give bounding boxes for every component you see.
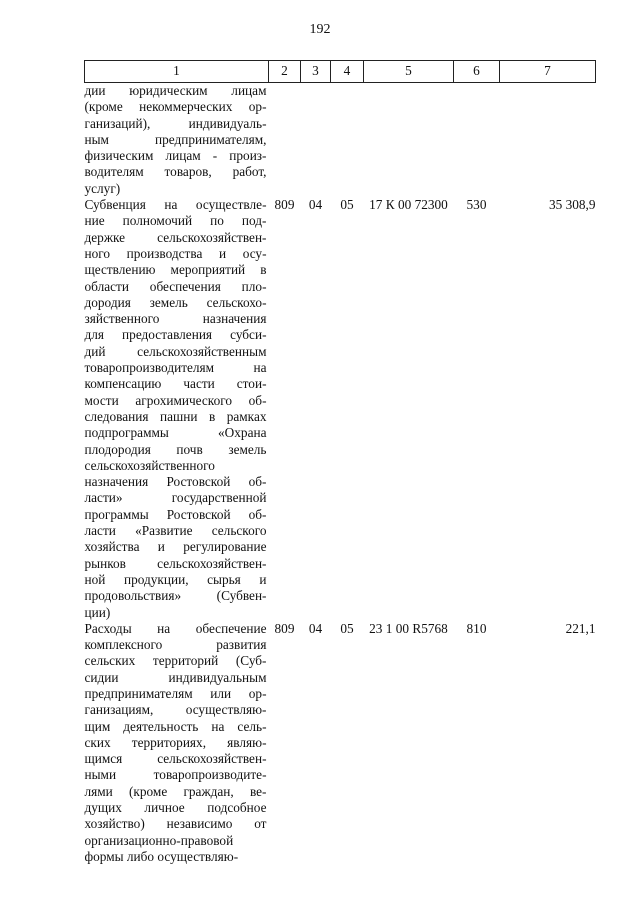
header-row (85, 61, 596, 83)
header-col-4: 4 (331, 61, 364, 83)
description-line: ние полномочий по под- (84, 213, 267, 229)
description-line: ным предпринимателям, (84, 131, 267, 147)
description-line: сельских территорий (Суб- (84, 653, 267, 669)
page-number: 192 (309, 22, 331, 37)
description-line: дущих личное подсобное (84, 800, 267, 816)
description-line: лями (кроме граждан, ве- (84, 783, 267, 799)
table-row (85, 621, 596, 865)
description-line: щимся сельскохозяйствен- (84, 751, 267, 767)
description-line: держке сельскохозяйствен- (84, 229, 267, 245)
description-line: услуг) (84, 180, 121, 196)
description-line: организационно-правовой (84, 832, 234, 848)
header-col-3: 3 (301, 61, 331, 83)
description-line: назначения Ростовской об- (84, 474, 267, 490)
header-col-2: 2 (269, 61, 301, 83)
target-article-cell: 23 1 00 R5768 (369, 620, 448, 636)
ministry-code-cell (269, 83, 301, 198)
description-line: ласти «Развитие сельского (84, 523, 267, 539)
description-line: компенсацию части стои- (84, 376, 267, 392)
description-line: хозяйство) независимо от (84, 816, 267, 832)
row-description (85, 197, 269, 621)
description-line: физическим лицам - произ- (84, 148, 267, 164)
table-body (85, 83, 596, 866)
section-code-cell: 04 (308, 197, 323, 213)
amount-cell: 35 308,9 (548, 197, 596, 213)
description-line: ными товаропроизводите- (84, 767, 267, 783)
header-col-5: 5 (364, 61, 454, 83)
amount-cell: 221,1 (565, 620, 596, 636)
amount-cell (500, 83, 596, 198)
description-line: программы Ростовской об- (84, 506, 267, 522)
subsection-code-cell: 05 (340, 197, 354, 213)
description-line: ских территориях, являю- (84, 734, 267, 750)
target-article-cell: 17 К 00 72300 (369, 197, 448, 213)
subsection-code-cell (331, 83, 364, 198)
row-description (85, 83, 269, 198)
description-line: (кроме некоммерческих ор- (84, 99, 267, 115)
description-line: водителям товаров, работ, (84, 164, 267, 180)
description-line: ганизаций), индивидуаль- (84, 115, 267, 131)
table-row (85, 83, 596, 198)
ministry-code-cell: 809 (274, 197, 295, 213)
description-line: товаропроизводителям на (84, 360, 267, 376)
description-line: следования пашни в рамках (84, 408, 267, 424)
expense-type-cell: 810 (466, 620, 487, 636)
description-line: для предоставления субси- (84, 327, 267, 343)
budget-table (84, 60, 596, 865)
description-line: сидии индивидуальным (84, 669, 267, 685)
description-line: щим деятельность на сель- (84, 718, 267, 734)
description-line: хозяйства и регулирование (84, 539, 267, 555)
table-row (85, 197, 596, 621)
description-line: рынков сельскохозяйствен- (84, 555, 267, 571)
description-line: комплексного развития (84, 637, 267, 653)
description-line: предпринимателям или ор- (84, 685, 267, 701)
expense-type-cell: 530 (466, 197, 487, 213)
description-line: подпрограммы «Охрана (84, 425, 267, 441)
description-line: ной продукции, сырья и (84, 571, 267, 587)
description-line: Субвенция на осуществле- (84, 197, 267, 213)
description-line: дородия земель сельскохо- (84, 294, 267, 310)
expense-type-cell (454, 83, 500, 198)
subsection-code-cell: 05 (340, 620, 354, 636)
description-line: ществлению мероприятий в (84, 262, 267, 278)
description-line: ного производства и осу- (84, 245, 267, 261)
description-line: дий сельскохозяйственным (84, 343, 267, 359)
description-line: сельскохозяйственного (84, 457, 215, 473)
description-line: плодородия почв земель (84, 441, 267, 457)
description-line: ции) (84, 604, 111, 620)
description-line: формы либо осуществляю- (84, 848, 239, 864)
description-line: ганизациям, осуществляю- (84, 702, 267, 718)
header-col-1: 1 (85, 61, 269, 83)
header-col-6: 6 (454, 61, 500, 83)
section-code-cell: 04 (308, 620, 323, 636)
description-line: дии юридическим лицам (84, 83, 267, 98)
description-line: мости агрохимического об- (84, 392, 267, 408)
section-code-cell (301, 83, 331, 198)
description-line: продовольствия» (Субвен- (84, 588, 267, 604)
target-article-cell (364, 83, 454, 198)
ministry-code-cell: 809 (274, 620, 295, 636)
row-description (85, 621, 269, 865)
table-header (85, 61, 596, 83)
description-line: ласти» государственной (84, 490, 267, 506)
description-line: зяйственного назначения (84, 311, 267, 327)
header-col-7: 7 (500, 61, 596, 83)
description-line: Расходы на обеспечение (84, 620, 267, 636)
description-line: области обеспечения пло- (84, 278, 267, 294)
